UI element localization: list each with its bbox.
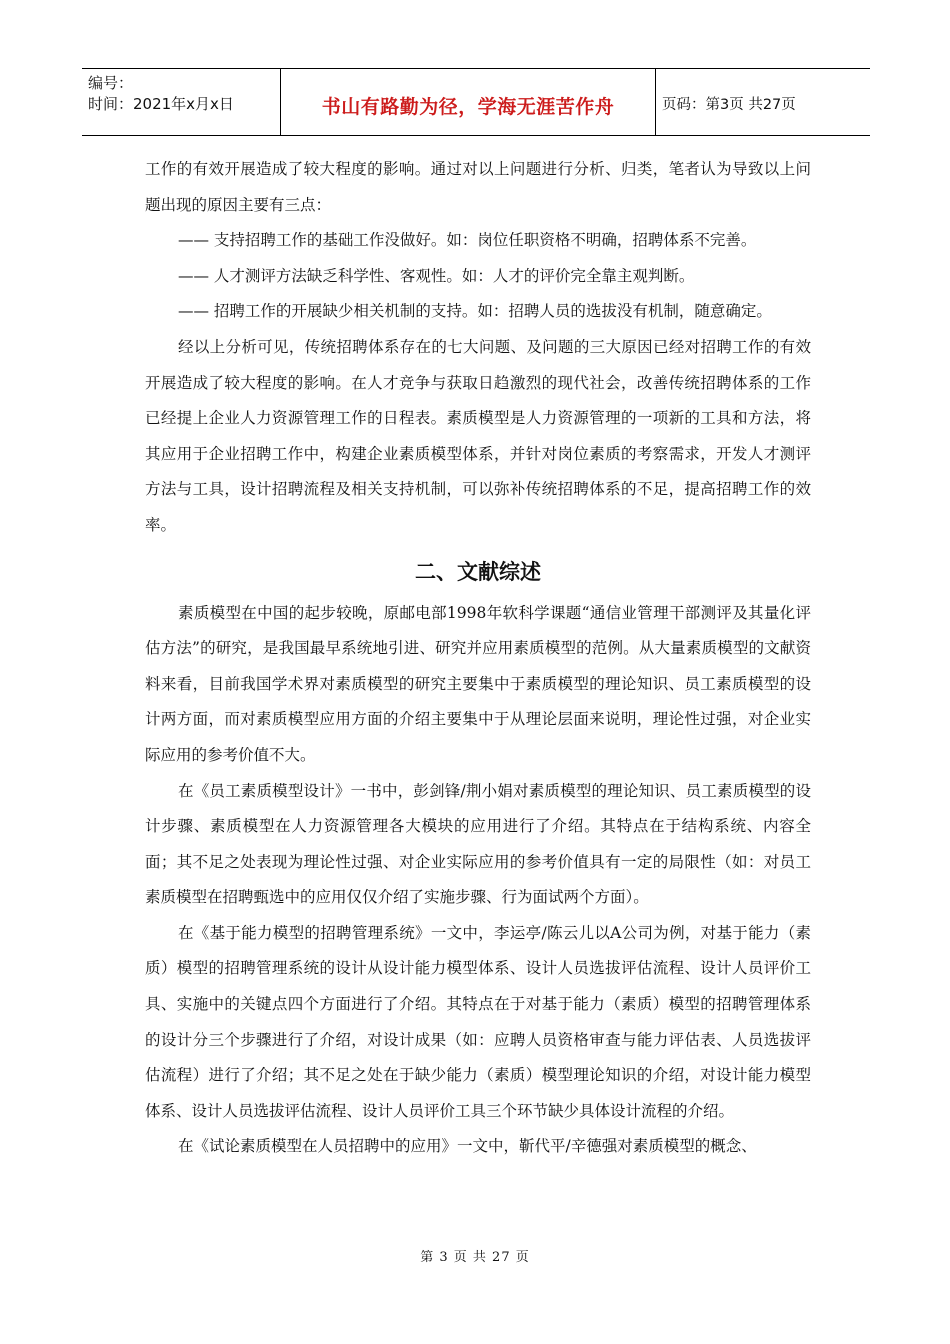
body-paragraph: —— 支持招聘工作的基础工作没做好。如：岗位任职资格不明确，招聘体系不完善。 — [178, 231, 757, 250]
header-motto: 书山有路勤为径，学海无涯苦作舟 — [281, 69, 656, 135]
body-paragraph: 工作的有效开展造成了较大程度的影响。通过对以上问题进行分析、归类，笔者认为导致以上问题出现的原因主要有三点： — [145, 160, 811, 214]
body-paragraph: 在《基于能力模型的招聘管理系统》一文中，李运亭/陈云儿以A公司为例，对基于能力（素质）模型的招聘管理系统的设计从设计能力模型体系、设计人员选拔评估流程、设计人员评价工具、实施中的关键点四个方面进行了介绍。其特点在于对基于能力（素质）模型的招聘管理体系的设计分三个步骤进行了介绍，对设计成果（如：应聘人员资格审查与能力评估表、人员选拔评估流程）进行了介绍；其不足之处在于缺少能力（素质）模型理论知识的介绍，对设计能力模型体系、设计人员选拔评估流程、设计人员评价工具三个环节缺少具体设计流程的介绍。 — [145, 923, 811, 1120]
document-body — [145, 152, 811, 1165]
body-paragraph: 经以上分析可见，传统招聘体系存在的七大问题、及问题的三大原因已经对招聘工作的有效开展造成了较大程度的影响。在人才竞争与获取日趋激烈的现代社会，改善传统招聘体系的工作已经提上企业人力资源管理工作的日程表。素质模型是人力资源管理的一项新的工具和方法，将其应用于企业招聘工作中，构建企业素质模型体系，并针对岗位素质的考察需求，开发人才测评方法与工具，设计招聘流程及相关支持机制，可以弥补传统招聘体系的不足，提高招聘工作的效率。 — [145, 337, 811, 534]
header-meta — [82, 69, 281, 135]
body-paragraph: —— 人才测评方法缺乏科学性、客观性。如：人才的评价完全靠主观判断。 — [178, 266, 695, 285]
page-header — [82, 68, 870, 136]
body-paragraph: 素质模型在中国的起步较晚，原邮电部1998年软科学课题“通信业管理干部测评及其量化评估方法”的研究，是我国最早系统地引进、研究并应用素质模型的范例。从大量素质模型的文献资料来看，目前我国学术界对素质模型的研究主要集中于素质模型的理论知识、员工素质模型的设计两方面，而对素质模型应用方面的介绍主要集中于从理论层面来说明，理论性过强，对企业实际应用的参考价值不大。 — [145, 603, 811, 764]
document-number-label: 编号： — [88, 74, 134, 92]
header-page-info: 页码：第3页 共27页 — [662, 96, 796, 113]
paragraphs-before-section — [145, 152, 811, 544]
paragraphs-after-section — [145, 596, 811, 1166]
document-date: 时间：2021年x月x日 — [88, 95, 234, 113]
body-paragraph: 在《员工素质模型设计》一书中，彭剑锋/荆小娟对素质模型的理论知识、员工素质模型的设计步骤、素质模型在人力资源管理各大模块的应用进行了介绍。其特点在于结构系统、内容全面；其不足之处表现为理论性过强、对企业实际应用的参考价值具有一定的局限性（如：对员工素质模型在招聘甄选中的应用仅仅介绍了实施步骤、行为面试两个方面）。 — [145, 781, 811, 907]
body-paragraph: —— 招聘工作的开展缺少相关机制的支持。如：招聘人员的选拔没有机制，随意确定。 — [178, 302, 772, 321]
section-title: 二、文献综述 — [415, 559, 541, 584]
page-footer: 第 3 页 共 27 页 — [420, 1250, 530, 1265]
body-paragraph: 在《试论素质模型在人员招聘中的应用》一文中，靳代平/辛德强对素质模型的概念、 — [178, 1137, 757, 1156]
